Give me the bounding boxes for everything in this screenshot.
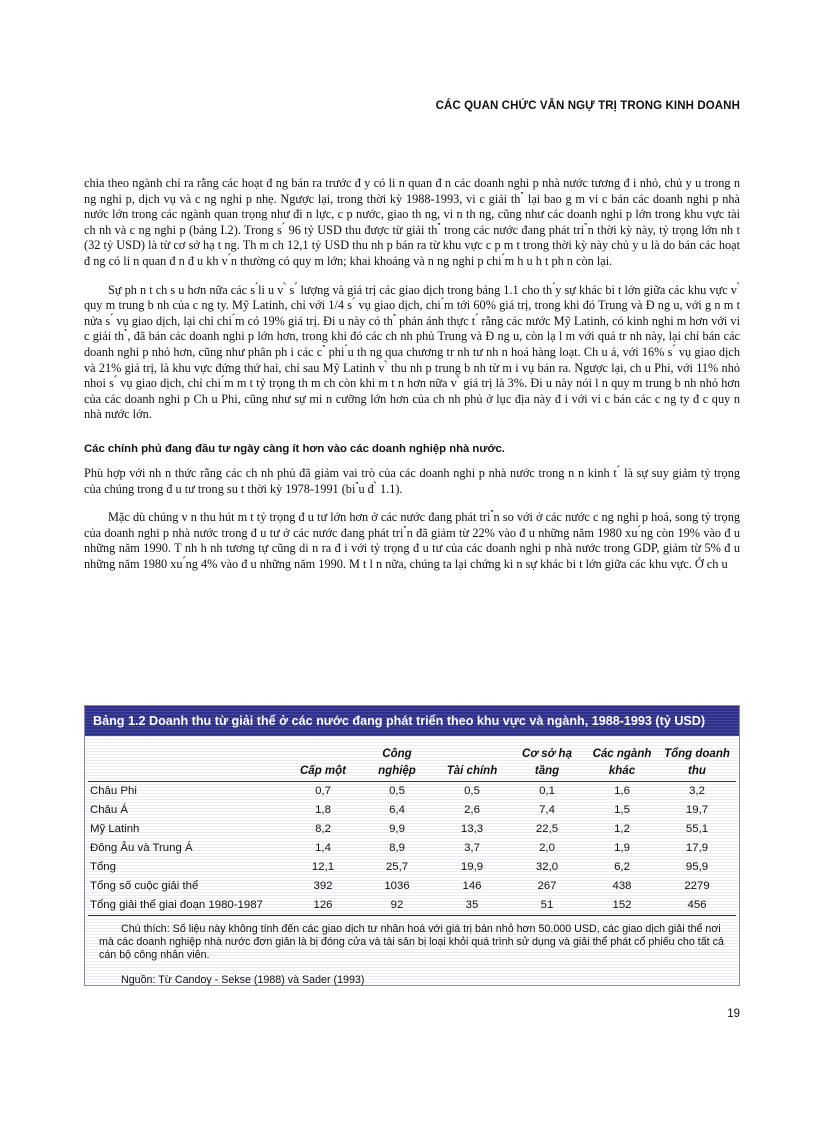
table-cell: 2,6 — [464, 804, 480, 816]
table-cell: 438 — [612, 880, 632, 892]
table-cell: 1,5 — [614, 804, 630, 816]
table-row — [88, 820, 736, 839]
row-label: Tổng — [90, 861, 116, 873]
table-cell: 126 — [288, 896, 358, 916]
table-row — [88, 877, 736, 896]
table-cell: 392 — [313, 880, 333, 892]
header-total-revenue — [658, 740, 736, 782]
table-cell: 92 — [358, 896, 436, 916]
table-cell: 1,8 — [315, 804, 331, 816]
table-cell: 1,9 — [614, 842, 630, 854]
row-label: Đông Âu và Trung Á — [90, 842, 193, 854]
table-cell: 55,1 — [685, 823, 709, 835]
table-source: Nguồn: Từ Candoy - Sekse (1988) và Sader (1993) — [121, 974, 365, 986]
table-header-row — [88, 740, 736, 782]
table-cell: 1,6 — [614, 785, 630, 797]
section-heading: Các chính phủ đang đầu tư ngày càng ít hơn vào các doanh nghiệp nhà nước. — [84, 442, 505, 455]
header-infrastructure — [508, 740, 586, 782]
paragraph-4: Mặc dù chúng v n thu hút m t tỷ trọng đ u tư lớn hơn ở các nước đang phát tri ̉n so với ở các nước c ng nghi p hoá, song tỷ trọng của doanh nghi p nhà nước trong đ u tư ở các nước đang phát tri ̉n đã giảm từ 22% vào đ u những năm 1980 xu ́ng còn 19% vào đ u những năm 1990. T nh h nh tương tự cũng di n ra đ i với tỷ trọng đ u tư của các doanh nghi p nhà nước trong GDP, giảm từ 5% đ u những năm 1980 xu ́ng 4% vào đ u những năm 1990. M t l n nữa, chúng ta lại chứng ki n sự khác bi t lớn giữa các khu vực. Ở ch u — [84, 510, 740, 571]
table-cell: 51 — [508, 896, 586, 916]
table-title: Bảng 1.2 Doanh thu từ giải thể ở các nước đang phát triển theo khu vực và ngành, 1988-1993 (tỷ USD) — [85, 706, 739, 736]
table-cell: 1036 — [384, 880, 410, 892]
table-cell: 25,7 — [385, 861, 409, 873]
row-label: Mỹ Latinh — [90, 823, 140, 835]
table-cell: 35 — [436, 896, 508, 916]
table-cell: 2,0 — [539, 842, 555, 854]
table-row — [88, 839, 736, 858]
header-region — [88, 740, 288, 782]
table-cell: 32,0 — [535, 861, 559, 873]
header-industry — [358, 740, 436, 782]
table-cell: 6,4 — [389, 804, 405, 816]
paragraph-2: Sự ph n t ch s u hơn nữa các s ́li u v ̀ s ́ lượng và giá trị các giao dịch trong bảng 1.1 cho th ́y sự khác bi t lớn giữa các khu vực v ̀ quy m trung b nh của c ng ty. Mỹ Latinh, chỉ với 1/4 s ́ vụ giao dịch, chi ́m tới 60% giá trị, trong khi đó Trung và Đ ng u, với g n m t nửa s ́ vụ giao dịch, lại chỉ chi ́m có 19% giá trị. Đi u này có th ̉ phản ánh thực t ́ rằng các nước Mỹ Latinh, có kinh nghi m hơn với vi c giải th ̉, đã bán các doanh nghi p lớn hơn, trong khi đó các ch nh phủ Trung và Đ ng u, còn lạ l m với quá tr nh này, lại chỉ bán các doanh nghi p nhỏ hơn, cũng như phân ph i các c ̉ phi ́u th ng qua chương tr nh tư nh n hoá hàng loạt. Ch u á, với 16% s ́ vụ giao dịch và 21% giá trị, là khu vực đứng thứ hai, chỉ sau Mỹ Latinh v ̀ thu nh p trung b nh từ m i vụ bán ra. Ngược lại, ch u Phi, với 11% nhỏ nhoi s ́ vụ giao dịch, chỉ chi ́m m t tỷ trọng th m ch còn khi m t n hơn nữa v ̀ giá trị là 3%. Đi u này nói l n quy m trung b nh nhỏ hơn của các doanh nghi p Ch u Phi, cũng như sự mi n cưỡng lớn hơn của ch nh phủ ở lục địa này đ i với vi c bán các c ng ty đ c quy n nhà nước lớn. — [84, 282, 740, 422]
table-cell: 146 — [462, 880, 482, 892]
table-cell: 19,9 — [460, 861, 484, 873]
header-other-sectors — [586, 740, 658, 782]
table-cell: 6,2 — [614, 861, 630, 873]
header-text: nghiệp — [378, 765, 416, 777]
table-cell: 0,7 — [315, 785, 331, 797]
table-cell: 17,9 — [685, 842, 709, 854]
table-cell: 95,9 — [685, 861, 709, 873]
table-cell: 3,2 — [689, 785, 705, 797]
table-cell: 0,5 — [389, 785, 405, 797]
header-text: Các ngành — [592, 748, 652, 760]
table-cell: 8,2 — [315, 823, 331, 835]
running-header: CÁC QUAN CHỨC VẪN NGỰ TRỊ TRONG KINH DOANH — [435, 100, 740, 112]
table-cell: 3,7 — [464, 842, 480, 854]
table-cell: 13,3 — [460, 823, 484, 835]
table-cell: 19,7 — [685, 804, 709, 816]
paragraph-3: Phù hợp với nh n thức rằng các ch nh phủ đã giảm vai trò của các doanh nghi p nhà nước trong n n kinh t ́ là sự suy giảm tỷ trọng của chúng trong đ u tư trong su t thời kỳ 1978-1991 (bi ̉u đ ̀ 1.1). — [84, 465, 740, 496]
table-cell: 1,4 — [315, 842, 331, 854]
header-text: Công — [382, 748, 412, 760]
header-text: thu — [688, 765, 706, 777]
header-text: Cấp một — [300, 765, 346, 777]
table-cell: 2279 — [684, 880, 710, 892]
table-row — [88, 858, 736, 877]
table-cell: 8,9 — [389, 842, 405, 854]
row-label: Tổng giải thể giai đoạn 1980-1987 — [88, 896, 288, 916]
header-text: khác — [608, 765, 636, 777]
row-label: Châu Á — [90, 804, 128, 816]
header-text: Tài chính — [446, 765, 498, 777]
table-cell: 1,2 — [614, 823, 630, 835]
table-note: Chú thích: Số liệu này không tính đến các giao dịch tư nhân hoá với giá trị bán nhỏ hơn 50.000 USD, các giao dịch giải thể nơi mà các doanh nghiệp nhà nước đơn giản là bị đóng cửa và tài sản bị loại khỏi quá trình sử dụng và giải thể phát cổ phiếu cho tất cả cán bộ công nhân viên. — [99, 923, 724, 961]
table-cell: 22,5 — [535, 823, 559, 835]
table-cell: 12,1 — [311, 861, 335, 873]
row-label: Châu Phi — [90, 785, 137, 797]
header-primary — [288, 740, 358, 782]
table-cell: 267 — [537, 880, 557, 892]
table-cell: 9,9 — [389, 823, 405, 835]
header-text: Cơ sở hạ — [522, 748, 572, 760]
header-text: Tổng doanh — [664, 748, 730, 760]
paragraph-1: chia theo ngành chỉ ra rằng các hoạt đ ng bán ra trước đ y có li n quan đ n các doanh nghi p nhà nước tương đ i nhỏ, chủ y u trong n ng nghi p, dịch vụ và c ng nghi p nhẹ. Ngược lại, trong thời kỳ 1988-1993, vi c giải th ̉ lại bao g m vi c bán các doanh nghi p nhà nước lớn trong các ngành quan trọng như đi n lực, c p nước, giao th ng, vi n th ng, cũng như các doanh nghi p lớn trong khu vực tài ch nh và c ng nghi p (bảng I.2). Trong s ́ 96 tỷ USD thu được từ giải th ̉ trong các nước đang phát tri ̉n thời kỳ này, tỷ trọng lớn nh t (32 tỷ USD) là từ cơ sở hạ t ng. Th m ch 12,1 tỷ USD thu nh p bán ra từ khu vực c p m t trong thời kỳ này chủ y u là do bán các hoạt đ ng có li n quan đ n đ u kh v ́n thường có quy m lớn; khai khoáng và n ng nghi p chi ́m h u h t ph n còn lại. — [84, 176, 740, 268]
table-row — [88, 896, 736, 916]
table-box — [84, 705, 740, 986]
table-row — [88, 801, 736, 820]
page-number: 19 — [727, 1008, 740, 1020]
table-cell: 456 — [658, 896, 736, 916]
table-cell: 152 — [586, 896, 658, 916]
row-label: Tổng số cuộc giải thể — [90, 880, 199, 892]
revenue-table — [88, 740, 736, 916]
header-text: tầng — [534, 765, 560, 777]
table-row — [88, 782, 736, 802]
table-cell: 7,4 — [539, 804, 555, 816]
table-cell: 0,1 — [539, 785, 555, 797]
body-text — [84, 176, 740, 585]
table-cell: 0,5 — [464, 785, 480, 797]
header-finance — [436, 740, 508, 782]
